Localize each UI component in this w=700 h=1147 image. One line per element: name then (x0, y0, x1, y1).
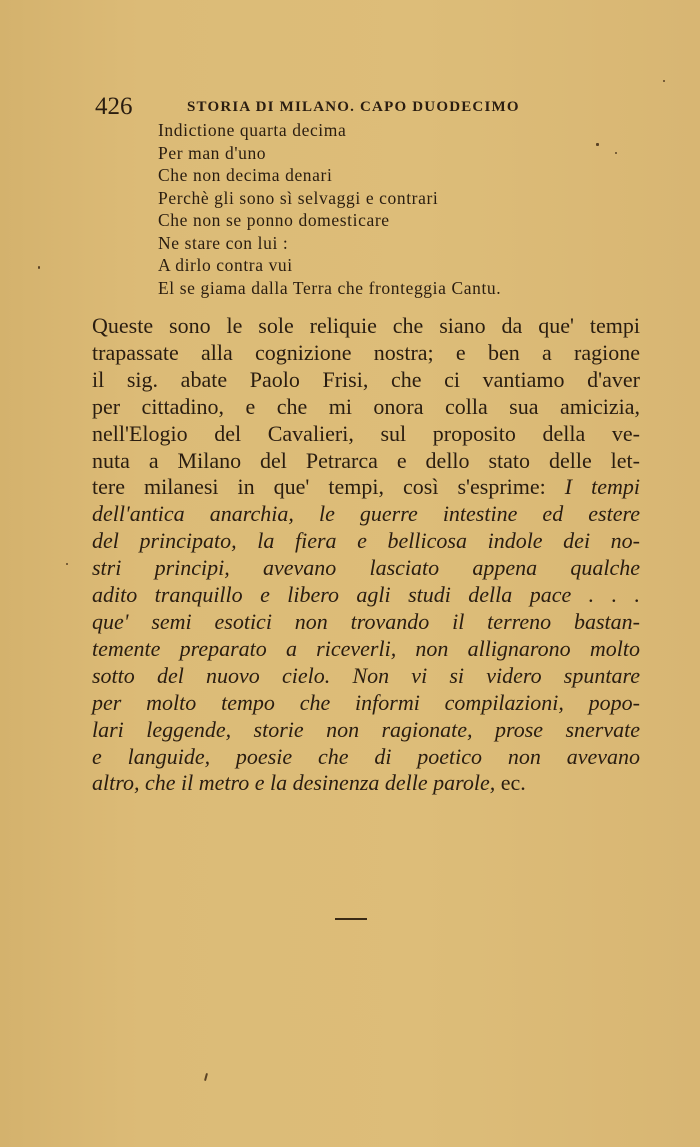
verse-line: Ne stare con lui : (158, 232, 289, 253)
roman-run: tere milanesi in que' tempi, così s'esprime: (92, 474, 565, 500)
prose-line (92, 367, 640, 394)
prose-line (92, 717, 640, 744)
paper-speck (204, 1073, 208, 1081)
prose-paragraph (92, 313, 640, 797)
page-header (95, 92, 615, 122)
prose-line (92, 340, 640, 367)
prose-line (92, 448, 640, 475)
paper-speck (615, 152, 617, 154)
prose-line (92, 609, 640, 636)
italic-run: lari leggende, storie non ragionate, prose snervate (92, 716, 640, 742)
verse-line: Che non se ponno domesticare (158, 210, 390, 230)
italic-run: per molto tempo che informi compilazioni, popo- (92, 689, 640, 715)
prose-line (92, 555, 640, 582)
prose-line (92, 421, 640, 448)
italic-run: que' semi esotici non trovando il terreno bastan- (92, 608, 640, 634)
paper-speck (596, 143, 599, 146)
roman-run: il sig. abate Paolo Frisi, che ci vantiamo d'aver (92, 366, 640, 392)
italic-run: del principato, la fiera e bellicosa indole dei no- (92, 528, 640, 554)
prose-line (92, 313, 640, 340)
verse-line: El se giama dalla Terra che fronteggia Cantu. (158, 277, 502, 298)
roman-run: Queste sono le sole reliquie che siano da que' tempi (92, 313, 640, 338)
paper-speck (38, 266, 40, 269)
prose-line (92, 770, 640, 797)
verse-line: A dirlo contra vui (158, 255, 293, 275)
verse-line: Indictione quarta decima (158, 120, 347, 140)
prose-line (92, 663, 640, 690)
paper-speck (663, 80, 665, 82)
italic-run: temente preparato a riceverli, non allignarono molto (92, 635, 640, 661)
italic-run: stri principi, avevano lasciato appena qualche (92, 555, 640, 581)
verse-block (158, 119, 628, 299)
paper-speck (66, 563, 68, 565)
roman-run: per cittadino, e che mi onora colla sua amicizia, (92, 393, 640, 419)
prose-line (92, 690, 640, 717)
roman-run: nuta a Milano del Petrarca e dello stato delle let- (92, 447, 640, 473)
prose-line (92, 636, 640, 663)
verse-line: Per man d'uno (158, 142, 267, 163)
prose-line (92, 474, 640, 501)
running-head: STORIA DI MILANO. CAPO DUODECIMO (187, 99, 520, 115)
page-number: 426 (95, 93, 133, 120)
prose-line (92, 394, 640, 421)
prose-line (92, 744, 640, 771)
italic-run: adito tranquillo e libero agli studi della pace . . . (92, 582, 640, 608)
italic-run: I tempi (564, 474, 640, 500)
roman-run: nell'Elogio del Cavalieri, sul proposito della ve- (92, 420, 640, 446)
italic-run: sotto del nuovo cielo. Non vi si videro spuntare (92, 662, 640, 688)
italic-run: e languide, poesie che di poetico non avevano (92, 743, 640, 769)
prose-line (92, 528, 640, 555)
prose-line (92, 582, 640, 609)
italic-run: altro, che il metro e la desinenza delle parole, (92, 770, 496, 796)
section-end-rule (335, 918, 367, 920)
roman-run: ec. (495, 770, 526, 796)
verse-line: Perchè gli sono sì selvaggi e contrari (158, 187, 439, 208)
verse-line: Che non decima denari (158, 165, 333, 185)
italic-run: dell'antica anarchia, le guerre intestine ed estere (92, 501, 640, 527)
roman-run: trapassate alla cognizione nostra; e ben a ragione (92, 339, 640, 365)
prose-line (92, 501, 640, 528)
